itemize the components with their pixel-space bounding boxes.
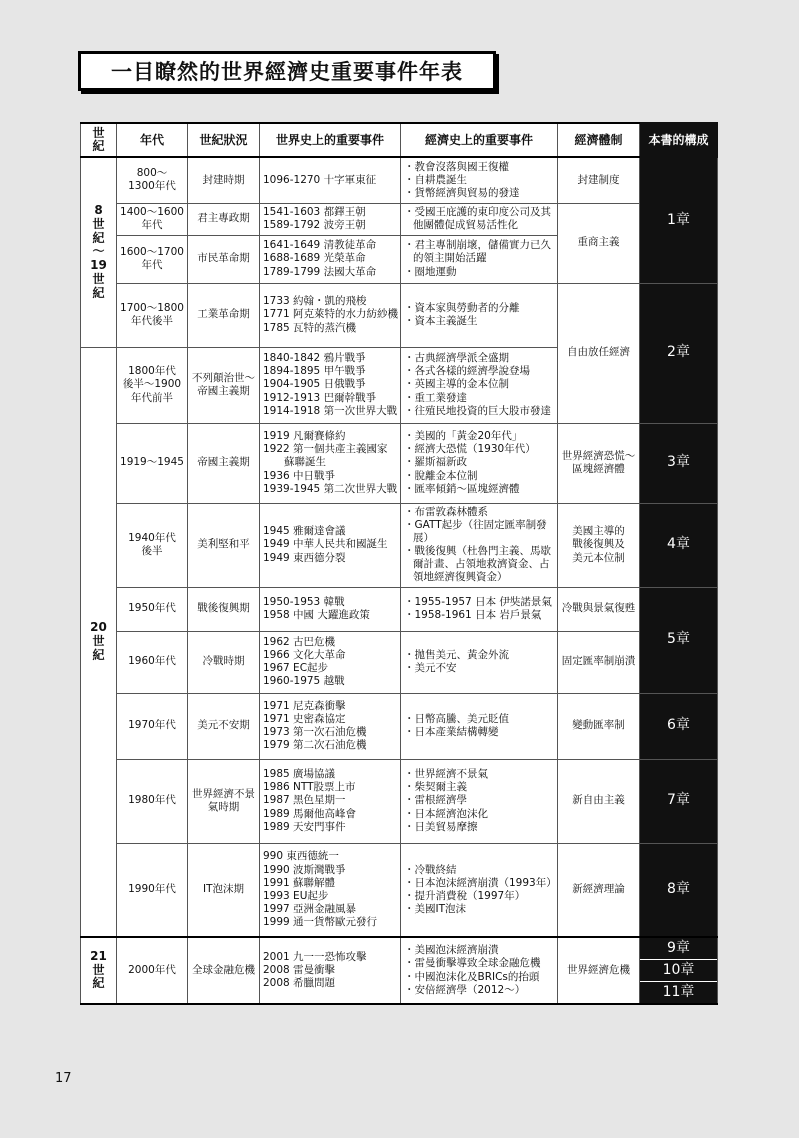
econ-events-cell: ・冷戰終結 ・日本泡沫經濟崩潰（1993年） ・提升消費稅（1997年） ・美國IT泡沫 xyxy=(401,843,558,937)
world-events-cell: 1962 古巴危機 1966 文化大革命 1967 EC起步 1960-1975 越戰 xyxy=(260,631,401,693)
chapter-4[interactable]: 4章 xyxy=(640,503,718,587)
situation-cell: 全球金融危機 xyxy=(188,937,260,1004)
system-new-econ: 新經濟理論 xyxy=(558,843,640,937)
econ-events-cell: ・君主專制崩壞，儲備實力已久的領主開始活躍 ・圈地運動 xyxy=(401,235,558,283)
situation-cell: 工業革命期 xyxy=(188,283,260,347)
header-era: 年代 xyxy=(117,123,188,157)
system-neoliberal: 新自由主義 xyxy=(558,759,640,843)
era-cell: 1940年代 後半 xyxy=(117,503,188,587)
table-row xyxy=(81,937,718,1004)
world-events-cell: 1945 雅爾達會議 1949 中華人民共和國誕生 1949 東西德分裂 xyxy=(260,503,401,587)
chapter-3[interactable]: 3章 xyxy=(640,423,718,503)
situation-cell: 市民革命期 xyxy=(188,235,260,283)
world-events-cell: 1950-1953 韓戰 1958 中國 大躍進政策 xyxy=(260,587,401,631)
econ-events-cell: ・資本家與勞動者的分離 ・資本主義誕生 xyxy=(401,283,558,347)
era-cell: 1990年代 xyxy=(117,843,188,937)
world-events-cell: 1985 廣場協議 1986 NTT股票上市 1987 黑色星期一 1989 馬爾他高峰會 1989 天安門事件 xyxy=(260,759,401,843)
system-feudal: 封建制度 xyxy=(558,157,640,203)
econ-events-cell: ・日幣高騰、美元貶值 ・日本產業結構轉變 xyxy=(401,693,558,759)
century-8-19: 8 世 紀 〜 19 世 紀 xyxy=(81,157,117,347)
era-cell: 1600〜1700 年代 xyxy=(117,235,188,283)
chapter-6[interactable]: 6章 xyxy=(640,693,718,759)
era-cell: 1960年代 xyxy=(117,631,188,693)
situation-cell: 冷戰時期 xyxy=(188,631,260,693)
page-number: 17 xyxy=(55,1071,72,1086)
chapter-10[interactable]: 10章 xyxy=(640,960,717,982)
era-cell: 1970年代 xyxy=(117,693,188,759)
header-row xyxy=(81,123,718,157)
era-cell: 800〜 1300年代 xyxy=(117,157,188,203)
situation-cell: IT泡沫期 xyxy=(188,843,260,937)
econ-events-cell: ・受國王庇護的東印度公司及其他團體促成貿易活性化 xyxy=(401,203,558,235)
era-cell: 1980年代 xyxy=(117,759,188,843)
table-row xyxy=(81,759,718,843)
system-crisis: 世界經濟危機 xyxy=(558,937,640,1004)
table-row xyxy=(81,843,718,937)
table-row xyxy=(81,693,718,759)
chapter-2[interactable]: 2章 xyxy=(640,283,718,423)
table-row xyxy=(81,587,718,631)
header-econ-events: 經濟史上的重要事件 xyxy=(401,123,558,157)
table-row xyxy=(81,157,718,203)
world-events-cell: 1971 尼克森衝擊 1971 史密森協定 1973 第一次石油危機 1979 第二次石油危機 xyxy=(260,693,401,759)
chapter-9[interactable]: 9章 xyxy=(640,938,717,960)
world-events-cell: 1840-1842 鴉片戰爭 1894-1895 甲午戰爭 1904-1905 日俄戰爭 1912-1913 巴爾幹戰爭 1914-1918 第一次世界大戰 xyxy=(260,347,401,423)
world-events-cell: 1641-1649 清教徒革命 1688-1689 光榮革命 1789-1799 法國大革命 xyxy=(260,235,401,283)
system-bloc: 世界經濟恐慌〜 區塊經濟體 xyxy=(558,423,640,503)
world-events-cell: 1096-1270 十字軍東征 xyxy=(260,157,401,203)
header-century: 世 紀 xyxy=(81,123,117,157)
header-situation: 世紀狀況 xyxy=(188,123,260,157)
situation-cell: 美利堅和平 xyxy=(188,503,260,587)
chapter-1[interactable]: 1章 xyxy=(640,157,718,283)
situation-cell: 帝國主義期 xyxy=(188,423,260,503)
page-title: 一目瞭然的世界經濟史重要事件年表 xyxy=(78,51,496,91)
system-us-led: 美國主導的 戰後復興及 美元本位制 xyxy=(558,503,640,587)
world-events-cell: 1919 凡爾賽條約 1922 第一個共產主義國家 蘇聯誕生 1936 中日戰爭 1939-1945 第二次世界大戰 xyxy=(260,423,401,503)
econ-events-cell: ・世界經濟不景氣 ・柴契爾主義 ・雷根經濟學 ・日本經濟泡沫化 ・日美貿易摩擦 xyxy=(401,759,558,843)
econ-events-cell: ・1955-1957 日本 伊奘諾景氣 ・1958-1961 日本 岩戶景氣 xyxy=(401,587,558,631)
table-row xyxy=(81,203,718,235)
world-events-cell: 1733 約翰・凱的飛梭 1771 阿克萊特的水力紡紗機 1785 瓦特的蒸汽機 xyxy=(260,283,401,347)
system-cold-boom: 冷戰與景氣復甦 xyxy=(558,587,640,631)
header-world-events: 世界史上的重要事件 xyxy=(260,123,401,157)
era-cell: 2000年代 xyxy=(117,937,188,1004)
situation-cell: 封建時期 xyxy=(188,157,260,203)
era-cell: 1400〜1600 年代 xyxy=(117,203,188,235)
era-cell: 1950年代 xyxy=(117,587,188,631)
econ-events-cell: ・教會沒落與國王復權 ・自耕農誕生 ・貨幣經濟與貿易的發達 xyxy=(401,157,558,203)
table-row xyxy=(81,631,718,693)
econ-events-cell: ・美國的「黃金20年代」 ・經濟大恐慌（1930年代） ・羅斯福新政 ・脫離金本位制 ・匯率傾銷〜區塊經濟體 xyxy=(401,423,558,503)
world-events-cell: 1541-1603 都鐸王朝 1589-1792 波旁王朝 xyxy=(260,203,401,235)
century-20: 20 世 紀 xyxy=(81,347,117,937)
situation-cell: 君主專政期 xyxy=(188,203,260,235)
chapter-7[interactable]: 7章 xyxy=(640,759,718,843)
era-cell: 1800年代 後半〜1900 年代前半 xyxy=(117,347,188,423)
situation-cell: 美元不安期 xyxy=(188,693,260,759)
timeline-table xyxy=(80,122,718,1005)
econ-events-cell: ・古典經濟學派全盛期 ・各式各樣的經濟學說登場 ・英國主導的金本位制 ・重工業發達 ・往殖民地投資的巨大股市發達 xyxy=(401,347,558,423)
chapter-8[interactable]: 8章 xyxy=(640,843,718,937)
chapter-11[interactable]: 11章 xyxy=(662,984,695,1000)
world-events-cell: 2001 九一一恐怖攻擊 2008 雷曼衝擊 2008 希臘問題 xyxy=(260,937,401,1004)
table-row xyxy=(81,283,718,347)
system-fixed-collapse: 固定匯率制崩潰 xyxy=(558,631,640,693)
header-chapters: 本書的構成 xyxy=(640,123,718,157)
situation-cell: 世界經濟不景 氣時期 xyxy=(188,759,260,843)
chapter-5[interactable]: 5章 xyxy=(640,587,718,693)
econ-events-cell: ・布雷敦森林體系 ・GATT起步（往固定匯率制發展） ・戰後復興（杜魯門主義、馬歇爾計畫、占領地救濟資金、占領地經濟復興資金） xyxy=(401,503,558,587)
econ-events-cell: ・美國泡沫經濟崩潰 ・雷曼衝擊導致全球金融危機 ・中國泡沫化及BRICs的抬頭 ・安倍經濟學（2012〜） xyxy=(401,937,558,1004)
table-row xyxy=(81,423,718,503)
chapters-9-11 xyxy=(640,937,718,1004)
table-row xyxy=(81,503,718,587)
situation-cell: 戰後復興期 xyxy=(188,587,260,631)
century-21: 21 世 紀 xyxy=(81,937,117,1004)
system-floating: 變動匯率制 xyxy=(558,693,640,759)
world-events-cell: 990 東西德統一 1990 波斯灣戰爭 1991 蘇聯解體 1993 EU起步 1997 亞洲金融風暴 1999 通一貨幣歐元發行 xyxy=(260,843,401,937)
situation-cell: 不列顛治世〜 帝國主義期 xyxy=(188,347,260,423)
econ-events-cell: ・拋售美元、黃金外流 ・美元不安 xyxy=(401,631,558,693)
system-laissez-faire: 自由放任經濟 xyxy=(558,283,640,423)
era-cell: 1700〜1800 年代後半 xyxy=(117,283,188,347)
header-econ-system: 經濟體制 xyxy=(558,123,640,157)
system-mercantile: 重商主義 xyxy=(558,203,640,283)
era-cell: 1919〜1945 xyxy=(117,423,188,503)
